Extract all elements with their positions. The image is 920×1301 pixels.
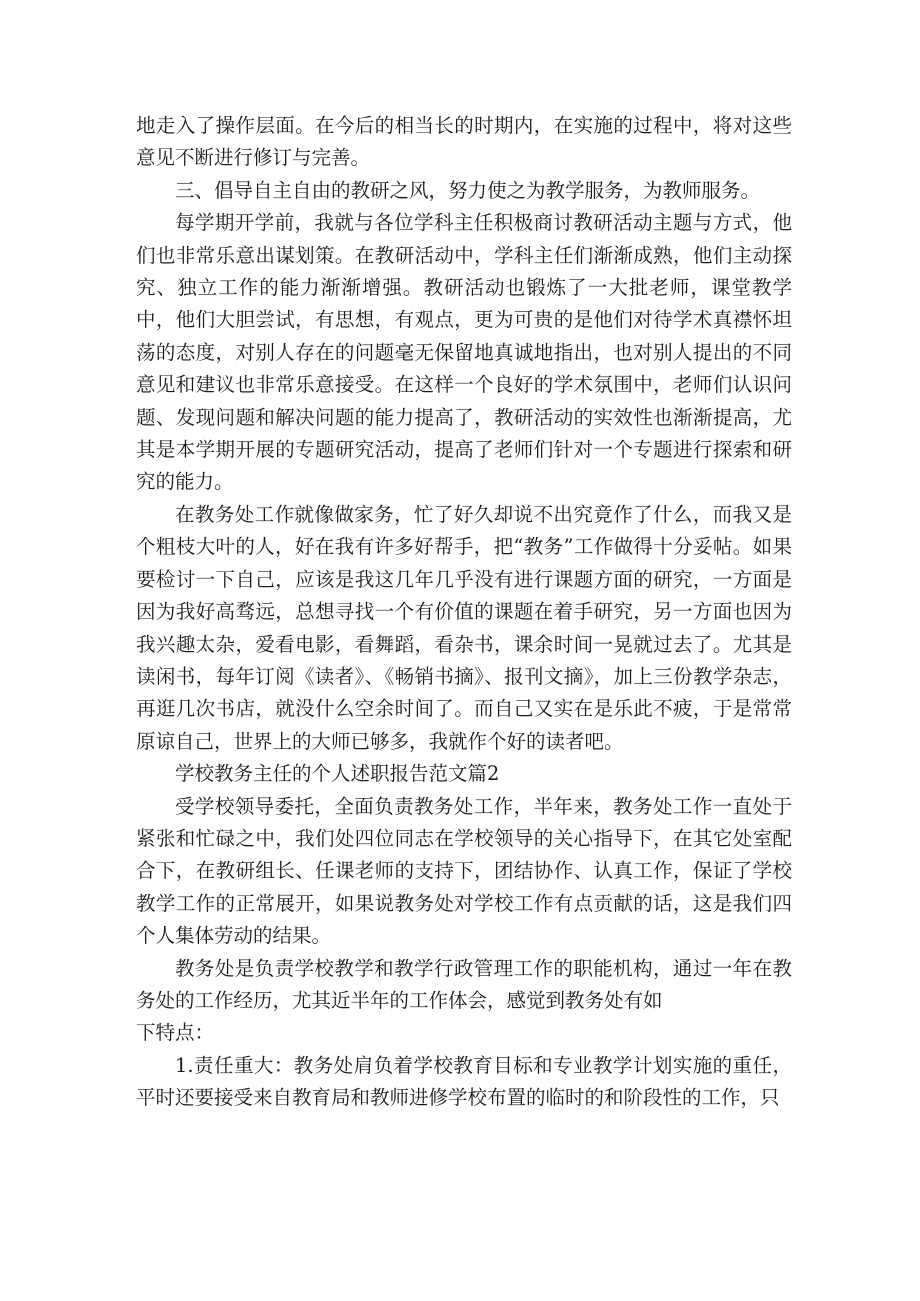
paragraph: 地走入了操作层面。在今后的相当长的时期内，在实施的过程中，将对这些意见不断进行修订与完善。 bbox=[136, 114, 792, 170]
paragraph: 下特点： bbox=[136, 1021, 215, 1045]
document-page bbox=[136, 110, 792, 1115]
paragraph: 每学期开学前，我就与各位学科主任积极商讨教研活动主题与方式，他们也非常乐意出谋划策。在教研活动中，学科主任们渐渐成熟，他们主动探究、独立工作的能力渐渐增强。教研活动也锻炼了一大批老师，课堂教学中，他们大胆尝试，有思想，有观点，更为可贵的是他们对待学术真襟怀坦荡的态度，对别人存在的问题毫无保留地真诚地指出，也对别人提出的不同意见和建议也非常乐意接受。在这样一个良好的学术氛围中，老师们认识问题、发现问题和解决问题的能力提高了，教研活动的实效性也渐渐提高，尤其是本学期开展的专题研究活动，提高了老师们针对一个专题进行探索和研究的能力。 bbox=[136, 211, 792, 494]
paragraph: 教务处是负责学校教学和教学行政管理工作的职能机构，通过一年在教务处的工作经历，尤其近半年的工作体会，感觉到教务处有如 bbox=[136, 956, 792, 1012]
section-heading: 三、倡导自主自由的教研之风，努力使之为教学服务，为教师服务。 bbox=[175, 178, 761, 202]
list-item: 1.责任重大：教务处肩负着学校教育目标和专业教学计划实施的重任，平时还要接受来自教育局和教师进修学校布置的临时的和阶段性的工作，只 bbox=[136, 1053, 792, 1110]
paragraph: 受学校领导委托，全面负责教务处工作，半年来，教务处工作一直处于紧张和忙碌之中，我们处四位同志在学校领导的关心指导下，在其它处室配合下，在教研组长、任课老师的支持下，团结协作、认真工作，保证了学校教学工作的正常展开，如果说教务处对学校工作有点贡献的话，这是我们四个人集体劳动的结果。 bbox=[136, 794, 792, 948]
article-title: 学校教务主任的个人述职报告范文篇2 bbox=[175, 762, 500, 786]
paragraph: 在教务处工作就像做家务，忙了好久却说不出究竟作了什么，而我又是个粗枝大叶的人，好在我有许多好帮手，把“教务”工作做得十分妥帖。如果要检讨一下自己，应该是我这几年几乎没有进行课题方面的研究，一方面是因为我好高骛远，总想寻找一个有价值的课题在着手研究，另一方面也因为我兴趣太杂，爱看电影，看舞蹈，看杂书，课余时间一晃就过去了。尤其是读闲书，每年订阅《读者》、《畅销书摘》、报刊文摘》，加上三份教学杂志，再逛几次书店，就没什么空余时间了。而自己又实在是乐此不疲，于是常常原谅自己，世界上的大师已够多，我就作个好的读者吧。 bbox=[136, 502, 792, 753]
